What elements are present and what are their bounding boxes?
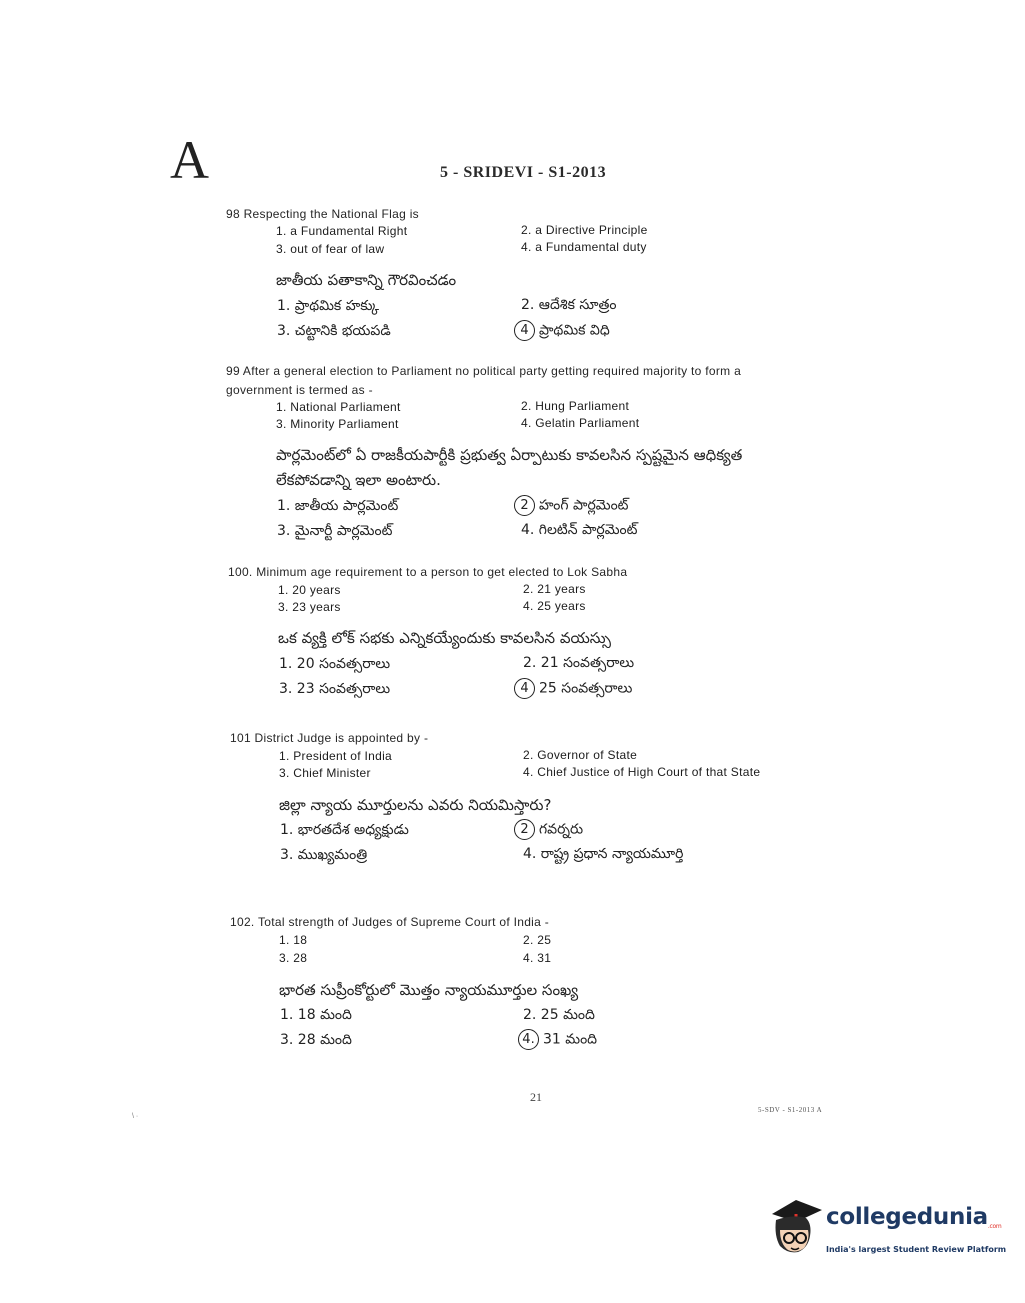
telugu-option-3: 3. చట్టానికి భయపడి (277, 323, 391, 339)
telugu-option-1: 1. జాతీయ పార్లమెంట్ (277, 498, 399, 514)
stray-mark: \ · (132, 1113, 139, 1120)
option-4: 4. Chief Justice of High Court of that State (523, 765, 761, 779)
option-4: 4. 31 (523, 951, 552, 965)
answer-circle: 2 (514, 819, 535, 840)
mascot-icon (766, 1196, 824, 1262)
option-3: 3. out of fear of law (276, 242, 385, 256)
option-3: 3. 23 years (278, 600, 341, 614)
option-1: 1. President of India (279, 749, 393, 763)
option-4: 4. Gelatin Parliament (521, 416, 640, 430)
telugu-option-2: 2. 21 సంవత్సరాలు (523, 655, 635, 671)
option-1: 1. 20 years (278, 583, 341, 597)
telugu-option-2: 2. 25 మంది (523, 1007, 595, 1023)
telugu-option-4-marked: 4 25 సంవత్సరాలు (514, 678, 632, 700)
telugu-option-1: 1. భారతదేశ అధ్యక్షుడు (280, 822, 409, 838)
telugu-option-4-marked: 4. 31 మంది (518, 1029, 597, 1051)
option-2: 2. Governor of State (523, 748, 638, 762)
option-1: 1. a Fundamental Right (276, 224, 408, 238)
page-header: 5 - SRIDEVI - S1-2013 (440, 164, 607, 181)
telugu-option-4: 4. గిలటిన్ పార్లమెంట్ (521, 522, 638, 538)
collegedunia-logo[interactable] (766, 1196, 1007, 1266)
question-stem: 100. Minimum age requirement to a person to get elected to Lok Sabha (228, 565, 628, 579)
answer-circle: 4. (518, 1029, 539, 1050)
answer-circle: 4 (514, 320, 535, 341)
page-number: 21 (530, 1090, 542, 1104)
telugu-option-1: 1. ప్రాథమిక హక్కు (277, 298, 379, 314)
logo-wordmark: collegedunia.com (826, 1204, 1002, 1230)
option-2: 2. Hung Parliament (521, 399, 630, 413)
option-2: 2. 21 years (523, 582, 586, 596)
question-stem: 99 After a general election to Parliament no political party getting required majority to form a (226, 364, 742, 378)
option-4: 4. a Fundamental duty (521, 240, 647, 254)
set-letter: A (170, 130, 209, 190)
footer-code: 5-SDV - S1-2013 A (758, 1106, 823, 1114)
option-4: 4. 25 years (523, 599, 586, 613)
telugu-option-3: 3. 23 సంవత్సరాలు (279, 681, 391, 697)
option-3: 3. Minority Parliament (276, 417, 399, 431)
question-stem: 101 District Judge is appointed by - (230, 731, 429, 745)
telugu-stem: జాతీయ పతాకాన్ని గౌరవించడం (276, 271, 457, 289)
question-stem-continued: government is termed as - (226, 383, 373, 397)
telugu-option-1: 1. 18 మంది (280, 1007, 352, 1023)
telugu-stem: జిల్లా న్యాయ మూర్తులను ఎవరు నియమిస్తారు? (279, 796, 552, 814)
telugu-option-1: 1. 20 సంవత్సరాలు (279, 656, 391, 672)
telugu-option-4-marked: 4 ప్రాథమిక విధి (514, 320, 610, 342)
option-2: 2. a Directive Principle (521, 223, 648, 237)
telugu-option-3: 3. మైనార్టీ పార్లమెంట్ (277, 523, 393, 539)
telugu-option-2-marked: 2 గవర్నరు (514, 819, 583, 841)
answer-circle: 2 (514, 495, 535, 516)
question-stem: 102. Total strength of Judges of Supreme Court of India - (230, 915, 550, 929)
telugu-option-2-marked: 2 హంగ్ పార్లమెంట్ (514, 495, 628, 517)
logo-tagline: India's largest Student Review Platform (826, 1245, 1007, 1254)
telugu-stem: ఒక వ్యక్తి లోక్ సభకు ఎన్నికయ్యేందుకు కావలసిన వయస్సు (278, 629, 611, 647)
option-1: 1. National Parliament (276, 400, 401, 414)
option-2: 2. 25 (523, 933, 552, 947)
telugu-option-4: 4. రాష్ట్ర ప్రధాన న్యాయమూర్తి (523, 846, 684, 862)
telugu-option-3: 3. ముఖ్యమంత్రి (280, 847, 368, 863)
telugu-stem: భారత సుప్రీంకోర్టులో మొత్తం న్యాయమూర్తుల సంఖ్య (279, 981, 579, 999)
question-stem: 98 Respecting the National Flag is (226, 207, 419, 221)
option-3: 3. Chief Minister (279, 766, 371, 780)
telugu-option-3: 3. 28 మంది (280, 1032, 352, 1048)
option-3: 3. 28 (279, 951, 308, 965)
telugu-option-2: 2. ఆదేశిక సూత్రం (521, 297, 617, 313)
telugu-stem-continued: లేకపోవడాన్ని ఇలా అంటారు. (276, 471, 441, 489)
telugu-stem: పార్లమెంట్‌లో ఏ రాజకీయపార్టీకి ప్రభుత్వ ఏర్పాటుకు కావలసిన స్పష్టమైన ఆధిక్యత (276, 446, 743, 464)
option-1: 1. 18 (279, 933, 308, 947)
answer-circle: 4 (514, 678, 535, 699)
